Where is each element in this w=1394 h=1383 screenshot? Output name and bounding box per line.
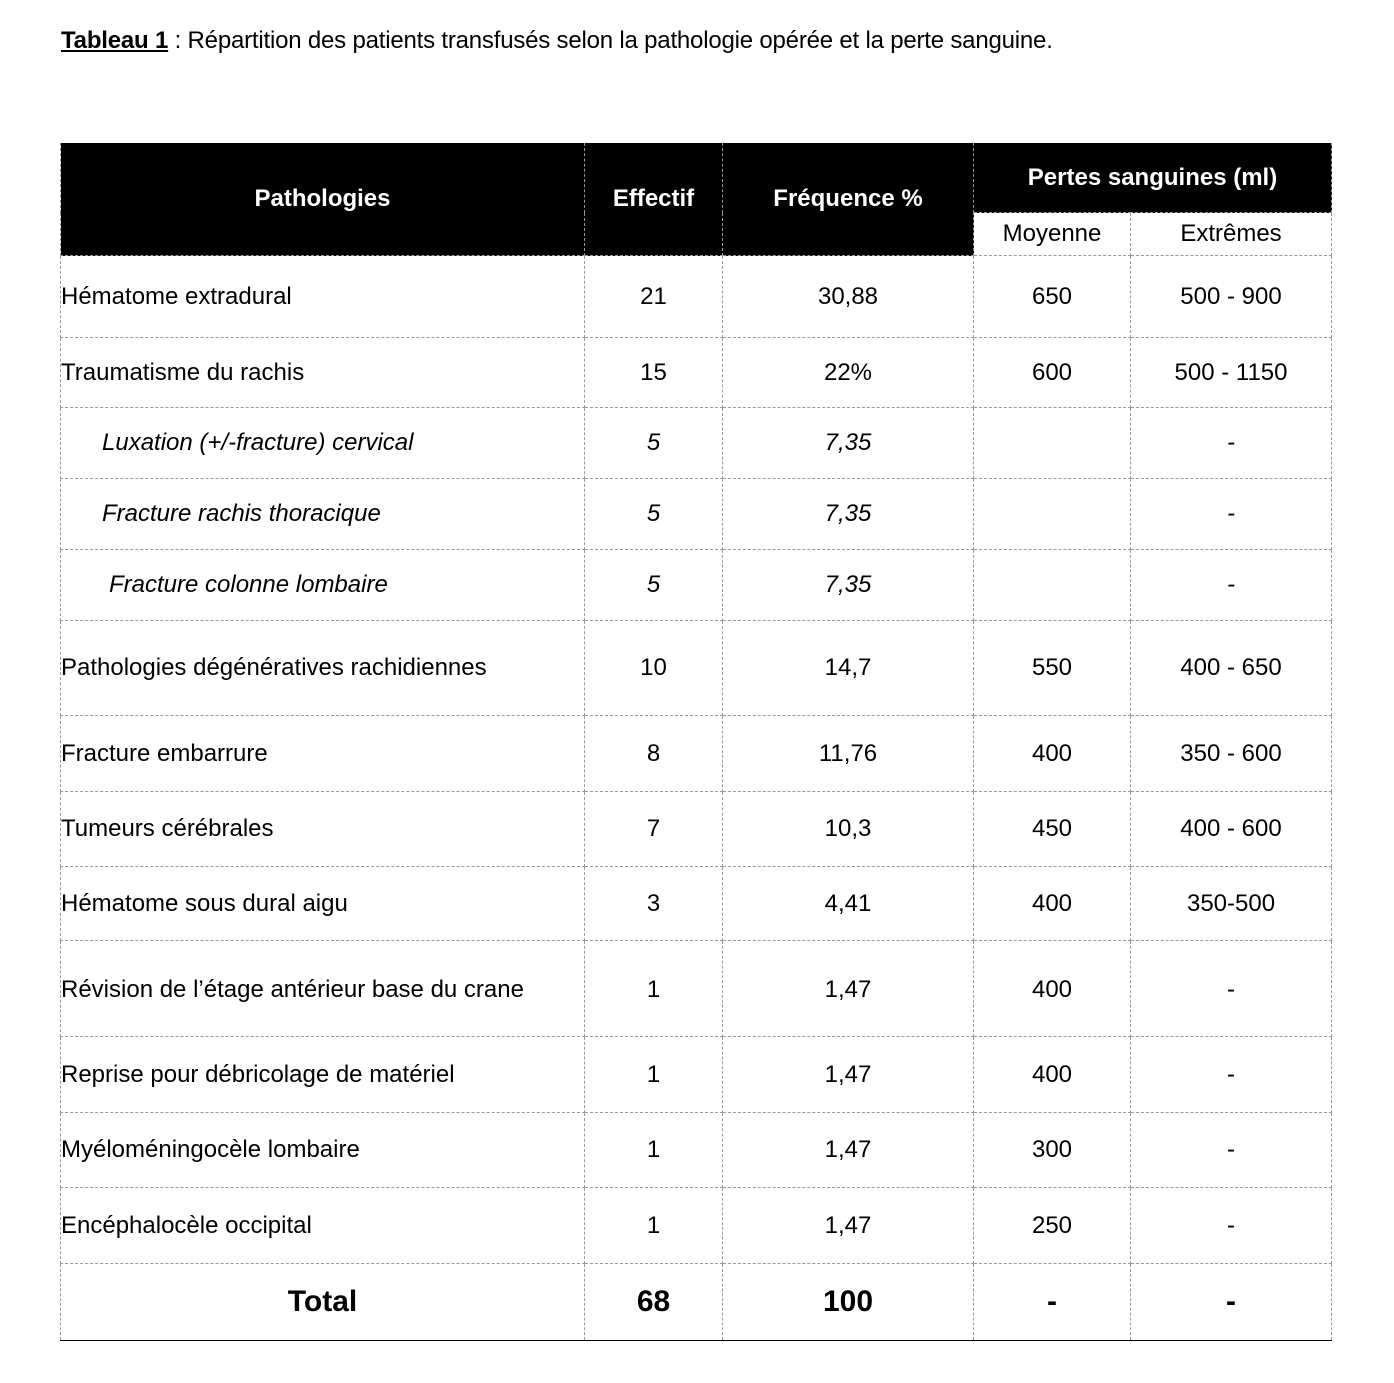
cell-frequence: 7,35 (723, 550, 974, 621)
cell-frequence: 1,47 (723, 1113, 974, 1188)
table-row (61, 716, 1332, 792)
header-moyenne: Moyenne (974, 213, 1131, 256)
cell-moyenne: 400 (974, 1037, 1131, 1113)
cell-effectif: 10 (585, 621, 723, 716)
cell-pathologie: Révision de l’étage antérieur base du crane (61, 941, 585, 1037)
cell-effectif: 8 (585, 716, 723, 792)
cell-moyenne: 600 (974, 338, 1131, 408)
table-row (61, 550, 1332, 621)
total-row (61, 1264, 1332, 1341)
cell-effectif: 1 (585, 941, 723, 1037)
cell-pathologie: Luxation (+/-fracture) cervical (61, 408, 585, 479)
table-row (61, 408, 1332, 479)
cell-extremes: 400 - 650 (1131, 621, 1332, 716)
header-extremes: Extrêmes (1131, 213, 1332, 256)
cell-pathologie: Pathologies dégénératives rachidiennes (61, 621, 585, 716)
cell-extremes: - (1131, 550, 1332, 621)
cell-extremes: 500 - 1150 (1131, 338, 1332, 408)
cell-moyenne: 650 (974, 256, 1131, 338)
cell-pathologie: Hématome sous dural aigu (61, 867, 585, 941)
cell-effectif: 5 (585, 479, 723, 550)
cell-extremes: - (1131, 1188, 1332, 1264)
cell-effectif: 15 (585, 338, 723, 408)
cell-pathologie: Hématome extradural (61, 256, 585, 338)
cell-frequence: 1,47 (723, 1037, 974, 1113)
cell-pathologie: Fracture embarrure (61, 716, 585, 792)
table-row (61, 941, 1332, 1037)
total-extremes: - (1131, 1264, 1332, 1341)
total-frequence: 100 (723, 1264, 974, 1341)
table-row (61, 1188, 1332, 1264)
caption-text: : Répartition des patients transfusés selon la pathologie opérée et la perte sanguine. (168, 27, 1053, 54)
cell-frequence: 7,35 (723, 408, 974, 479)
table-row (61, 792, 1332, 867)
cell-frequence: 1,47 (723, 941, 974, 1037)
cell-pathologie: Myéloméningocèle lombaire (61, 1113, 585, 1188)
cell-extremes: - (1131, 479, 1332, 550)
caption-label: Tableau 1 (61, 27, 169, 54)
cell-extremes: 400 - 600 (1131, 792, 1332, 867)
cell-moyenne: 450 (974, 792, 1131, 867)
cell-moyenne (974, 550, 1131, 621)
cell-moyenne: 300 (974, 1113, 1131, 1188)
table-row (61, 338, 1332, 408)
total-effectif: 68 (585, 1264, 723, 1341)
cell-frequence: 30,88 (723, 256, 974, 338)
cell-pathologie: Tumeurs cérébrales (61, 792, 585, 867)
cell-moyenne (974, 479, 1131, 550)
cell-frequence: 1,47 (723, 1188, 974, 1264)
cell-effectif: 3 (585, 867, 723, 941)
table-row (61, 867, 1332, 941)
header-pathologies: Pathologies (61, 143, 585, 256)
cell-frequence: 7,35 (723, 479, 974, 550)
cell-pathologie: Fracture colonne lombaire (61, 550, 585, 621)
cell-effectif: 1 (585, 1113, 723, 1188)
cell-pathologie: Encéphalocèle occipital (61, 1188, 585, 1264)
cell-extremes: - (1131, 941, 1332, 1037)
table-row (61, 1037, 1332, 1113)
cell-frequence: 22% (723, 338, 974, 408)
cell-pathologie: Traumatisme du rachis (61, 338, 585, 408)
table-row (61, 479, 1332, 550)
cell-moyenne: 400 (974, 867, 1131, 941)
cell-effectif: 5 (585, 408, 723, 479)
header-effectif: Effectif (585, 143, 723, 256)
total-moyenne: - (974, 1264, 1131, 1341)
cell-moyenne: 250 (974, 1188, 1131, 1264)
cell-frequence: 11,76 (723, 716, 974, 792)
cell-pathologie: Reprise pour débricolage de matériel (61, 1037, 585, 1113)
header-pertes-sanguines: Pertes sanguines (ml) (974, 143, 1332, 213)
table-row (61, 1113, 1332, 1188)
cell-effectif: 5 (585, 550, 723, 621)
cell-frequence: 14,7 (723, 621, 974, 716)
cell-extremes: 500 - 900 (1131, 256, 1332, 338)
cell-extremes: - (1131, 408, 1332, 479)
table-caption (61, 26, 1053, 56)
cell-frequence: 10,3 (723, 792, 974, 867)
cell-pathologie: Fracture rachis thoracique (61, 479, 585, 550)
cell-moyenne: 400 (974, 941, 1131, 1037)
cell-extremes: 350-500 (1131, 867, 1332, 941)
cell-moyenne (974, 408, 1131, 479)
table-row (61, 256, 1332, 338)
cell-moyenne: 550 (974, 621, 1131, 716)
cell-effectif: 1 (585, 1188, 723, 1264)
cell-moyenne: 400 (974, 716, 1131, 792)
cell-extremes: 350 - 600 (1131, 716, 1332, 792)
total-label: Total (61, 1264, 585, 1341)
table-row (61, 621, 1332, 716)
data-table (60, 143, 1332, 1341)
cell-frequence: 4,41 (723, 867, 974, 941)
cell-effectif: 21 (585, 256, 723, 338)
cell-effectif: 7 (585, 792, 723, 867)
header-frequence: Fréquence % (723, 143, 974, 256)
cell-extremes: - (1131, 1037, 1332, 1113)
cell-extremes: - (1131, 1113, 1332, 1188)
cell-effectif: 1 (585, 1037, 723, 1113)
